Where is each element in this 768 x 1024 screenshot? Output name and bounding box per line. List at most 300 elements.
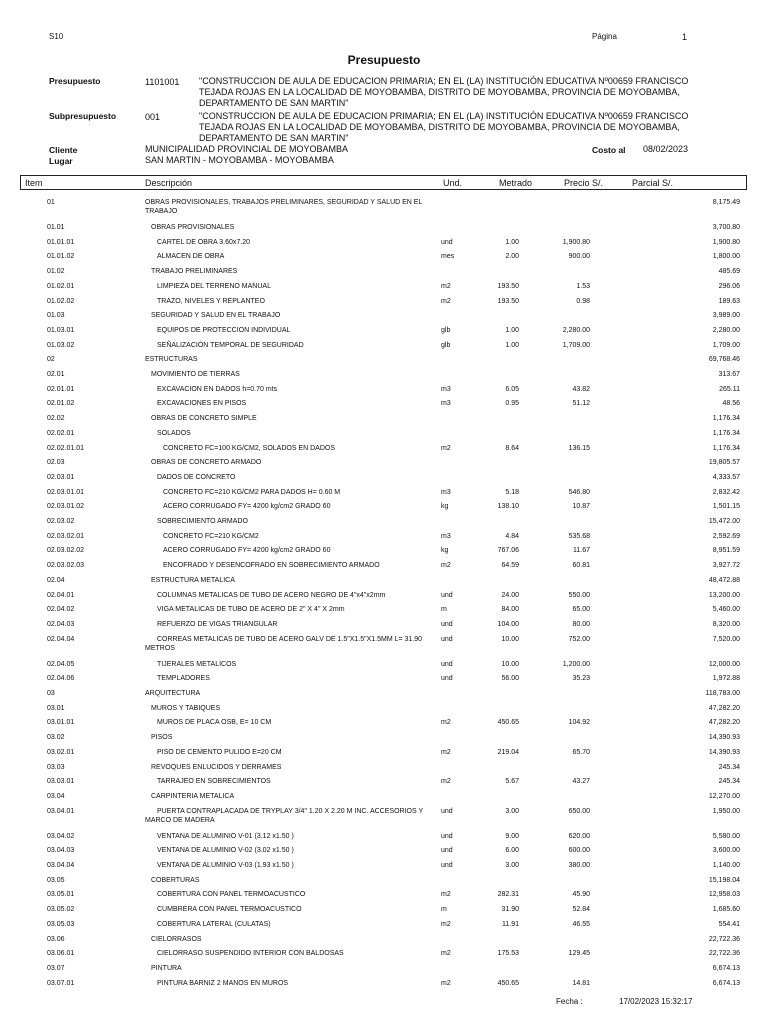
row-parcial: 14,390.93 <box>708 734 740 742</box>
row-parcial: 13,200.00 <box>708 591 740 599</box>
row-metrado: 4.84 <box>505 532 519 540</box>
table-row <box>0 385 768 394</box>
table-row <box>0 748 768 757</box>
row-description: LIMPIEZA DEL TERRENO MANUAL <box>157 282 271 290</box>
row-parcial: 1,800.00 <box>712 253 740 261</box>
row-parcial: 3,989.00 <box>712 312 740 320</box>
row-unit: m2 <box>441 891 451 899</box>
row-item-code: 02.03.01 <box>47 473 75 481</box>
row-item-code: 03.06 <box>47 935 65 943</box>
row-parcial: 12,958.03 <box>708 891 740 899</box>
table-row <box>0 777 768 786</box>
row-parcial: 48,472.88 <box>708 576 740 584</box>
row-metrado: 193.50 <box>497 282 519 290</box>
subpresupuesto-line-3: DEPARTAMENTO DE SAN MARTIN" <box>199 133 349 143</box>
row-unit: m2 <box>441 920 451 928</box>
row-description: EXCAVACION EN DADOS h=0.70 mts <box>157 385 278 393</box>
row-item-code: 01.02.02 <box>47 297 75 305</box>
row-precio: 600.00 <box>568 847 590 855</box>
row-item-code: 03.05 <box>47 876 65 884</box>
row-description: SOBRECIMIENTO ARMADO <box>157 518 248 525</box>
row-unit: glb <box>441 326 451 334</box>
row-description: VENTANA DE ALUMINIO V-01 (3.12 x1.50 ) <box>157 832 294 840</box>
row-metrado: 64.59 <box>501 562 519 570</box>
row-description: PISO DE CEMENTO PULIDO E=20 CM <box>157 748 282 756</box>
row-unit: kg <box>441 547 449 555</box>
table-row <box>0 473 768 482</box>
row-parcial: 6,674.13 <box>712 979 740 987</box>
row-parcial: 12,000.00 <box>708 660 740 668</box>
row-precio: 900.00 <box>568 253 590 261</box>
row-description: OBRAS DE CONCRETO SIMPLE <box>151 415 257 423</box>
row-item-code: 02.02.01.01 <box>47 444 84 452</box>
row-description: CARTEL DE OBRA 3.60x7.20 <box>157 238 250 246</box>
row-item-code: 01.01 <box>47 224 65 231</box>
row-description: SOLADOS <box>157 429 191 437</box>
row-precio: 11.67 <box>573 547 590 555</box>
row-precio: 43.27 <box>572 778 590 786</box>
row-unit: mes <box>441 253 455 261</box>
table-row <box>0 341 768 350</box>
doc-code: S10 <box>49 32 64 41</box>
row-parcial: 5,580.00 <box>712 832 740 840</box>
row-precio: 129.45 <box>568 950 590 958</box>
row-parcial: 8,320.00 <box>712 620 740 628</box>
row-metrado: 5.18 <box>505 488 519 496</box>
row-parcial: 3,700.80 <box>712 224 740 231</box>
table-row <box>0 546 768 555</box>
row-item-code: 02.03 <box>47 459 65 467</box>
table-row <box>0 832 768 841</box>
row-parcial: 1,501.15 <box>712 503 740 511</box>
row-item-code: 03.01 <box>47 704 65 712</box>
col-description: Descripción <box>145 178 193 188</box>
row-description: CIELORRASO SUSPENDIDO INTERIOR CON BALDOSAS <box>157 950 344 958</box>
table-row <box>0 905 768 914</box>
row-parcial: 14,390.93 <box>708 748 740 756</box>
row-parcial: 3,927.72 <box>712 562 740 570</box>
row-unit: m2 <box>441 748 451 756</box>
row-parcial: 48.56 <box>722 400 740 408</box>
row-metrado: 84.00 <box>501 606 519 614</box>
row-item-code: 03.06.01 <box>47 950 75 958</box>
row-parcial: 47,282.20 <box>708 719 740 727</box>
row-unit: m <box>441 606 447 614</box>
row-description-continued: TRABAJO <box>145 208 178 215</box>
row-item-code: 02 <box>47 356 55 364</box>
row-parcial: 1,972.88 <box>712 675 740 683</box>
row-metrado: 6.00 <box>505 847 519 855</box>
row-precio: 10.87 <box>572 503 590 511</box>
row-unit: und <box>441 847 453 855</box>
row-parcial: 22,722.36 <box>708 950 740 958</box>
row-description: CONCRETO FC=100 KG/CM2, SOLADOS EN DADOS <box>163 444 335 452</box>
row-parcial: 2,832.42 <box>712 488 740 496</box>
row-unit: m <box>441 906 447 914</box>
row-item-code: 03.05.02 <box>47 906 75 914</box>
table-row <box>0 605 768 614</box>
row-description-continued: METROS <box>145 644 175 652</box>
row-metrado: 9.00 <box>505 832 519 840</box>
table-row <box>0 591 768 600</box>
row-metrado: 1.00 <box>505 341 519 349</box>
row-unit: m3 <box>441 400 451 408</box>
row-precio: 51.12 <box>572 400 590 408</box>
row-item-code: 02.01.02 <box>47 400 75 408</box>
row-item-code: 03.04.01 <box>47 807 75 815</box>
table-row <box>0 458 768 467</box>
row-item-code: 03.04.04 <box>47 862 75 869</box>
row-metrado: 450.65 <box>497 719 519 727</box>
table-row <box>0 326 768 335</box>
row-item-code: 02.04.01 <box>47 591 75 599</box>
row-parcial: 1,685.60 <box>712 906 740 914</box>
page-number: 1 <box>682 32 688 42</box>
row-item-code: 01.02.01 <box>47 282 75 290</box>
row-item-code: 02.01 <box>47 371 65 378</box>
row-unit: und <box>441 238 453 246</box>
presupuesto-code: 1101001 <box>145 77 180 87</box>
row-parcial: 1,176.34 <box>712 429 740 437</box>
row-metrado: 767.06 <box>497 547 519 555</box>
row-precio: 14.81 <box>572 979 590 987</box>
row-item-code: 03.04.02 <box>47 832 75 840</box>
table-row <box>0 733 768 742</box>
lugar-value: SAN MARTIN - MOYOBAMBA - MOYOBAMBA <box>145 155 334 165</box>
row-parcial: 2,280.00 <box>712 326 740 334</box>
row-item-code: 02.04 <box>47 576 65 584</box>
row-description: COLUMNAS METALICAS DE TUBO DE ACERO NEGRO DE 4"x4"x2mm <box>157 591 386 599</box>
row-precio: 535.68 <box>568 532 590 540</box>
row-parcial: 1,900.80 <box>712 238 740 246</box>
row-precio: 650.00 <box>568 807 590 815</box>
row-metrado: 10.00 <box>501 660 519 668</box>
row-description: CONCRETO FC=210 KG/CM2 PARA DADOS H= 0.60 M <box>163 488 341 496</box>
row-parcial: 12,270.00 <box>708 792 740 800</box>
row-parcial: 1,709.00 <box>712 341 740 349</box>
row-metrado: 1.00 <box>505 238 519 246</box>
presupuesto-line-3: DEPARTAMENTO DE SAN MARTIN" <box>199 98 349 108</box>
row-parcial: 313.67 <box>718 371 740 378</box>
row-metrado: 450.65 <box>497 979 519 987</box>
row-description: ACERO CORRUGADO FY= 4200 kg/cm2 GRADO 60 <box>163 547 331 555</box>
row-description: ESTRUCTURAS <box>145 356 198 364</box>
table-row <box>0 704 768 713</box>
costo-label: Costo al <box>592 145 626 155</box>
row-metrado: 11.91 <box>502 920 519 928</box>
row-unit: und <box>441 635 453 643</box>
row-description: REVOQUES ENLUCIDOS Y DERRAMES <box>151 763 282 771</box>
page-label: Página <box>592 32 617 41</box>
table-row <box>0 920 768 929</box>
table-row <box>0 252 768 261</box>
col-item: Item <box>25 178 43 188</box>
row-item-code: 02.03.02.01 <box>47 532 84 540</box>
row-metrado: 31.90 <box>501 906 519 914</box>
row-item-code: 03.05.01 <box>47 891 75 899</box>
row-unit: m2 <box>441 282 451 290</box>
table-row <box>0 846 768 855</box>
table-row <box>0 876 768 885</box>
row-precio: 1,709.00 <box>562 341 590 349</box>
row-unit: m3 <box>441 532 451 540</box>
row-unit: und <box>441 620 453 628</box>
row-description-continued: MARCO DE MADERA <box>145 816 215 824</box>
row-precio: 104.92 <box>568 719 590 727</box>
row-item-code: 02.03.02.03 <box>47 562 84 570</box>
row-unit: und <box>441 675 453 683</box>
row-parcial: 15,472.00 <box>708 518 740 525</box>
table-row <box>0 429 768 438</box>
row-parcial: 1,176.34 <box>712 415 740 423</box>
table-header <box>20 175 747 190</box>
fecha-label: Fecha : <box>556 997 583 1006</box>
row-description: PINTURA BARNIZ 2 MANOS EN MUROS <box>157 979 289 987</box>
row-item-code: 02.04.02 <box>47 606 75 614</box>
row-precio: 60.81 <box>572 562 590 570</box>
col-parcial: Parcial S/. <box>632 178 674 188</box>
row-description: CORREAS METALICAS DE TUBO DE ACERO GALV DE 1.5"X1.5"X1.5MM L= 31.90 <box>157 635 423 643</box>
row-item-code: 02.02 <box>47 415 65 423</box>
table-row <box>0 399 768 408</box>
row-unit: m2 <box>441 444 451 452</box>
table-row <box>0 517 768 526</box>
row-unit: glb <box>441 341 451 349</box>
table-row <box>0 763 768 772</box>
row-metrado: 24.00 <box>501 591 519 599</box>
row-description: MOVIMIENTO DE TIERRAS <box>151 371 240 378</box>
row-item-code: 01.03 <box>47 312 65 320</box>
row-item-code: 03.03 <box>47 763 65 771</box>
row-precio: 752.00 <box>568 635 590 643</box>
subpresupuesto-label: Subpresupuesto <box>49 111 117 121</box>
row-metrado: 5.67 <box>505 778 519 786</box>
row-item-code: 03.07.01 <box>47 979 75 987</box>
costo-date: 08/02/2023 <box>643 144 689 154</box>
presupuesto-line-1: "CONSTRUCCION DE AULA DE EDUCACION PRIMARIA; EN EL (LA) INSTITUCIÓN EDUCATIVA Nº00659 FRANCISCO <box>199 76 689 86</box>
table-row <box>0 689 768 698</box>
table-row <box>0 576 768 585</box>
table-row <box>0 635 768 653</box>
row-item-code: 01.03.01 <box>47 326 75 334</box>
row-parcial: 1,176.34 <box>712 444 740 452</box>
row-description: ESTRUCTURA METALICA <box>151 576 235 584</box>
row-parcial: 4,333.57 <box>712 473 740 481</box>
row-parcial: 118,783.00 <box>705 690 740 697</box>
row-precio: 620.00 <box>568 832 590 840</box>
fecha-value: 17/02/2023 15:32:17 <box>619 997 693 1006</box>
row-description: SEGURIDAD Y SALUD EN EL TRABAJO <box>151 312 281 320</box>
subpresupuesto-line-1: "CONSTRUCCION DE AULA DE EDUCACION PRIMARIA; EN EL (LA) INSTITUCIÓN EDUCATIVA Nº00659 FRANCISCO <box>199 111 689 121</box>
table-row <box>0 223 768 232</box>
row-parcial: 1,140.00 <box>712 862 740 869</box>
presupuesto-line-2: TEJADA ROJAS EN LA LOCALIDAD DE MOYOBAMBA, DISTRITO DE MOYOBAMBA, PROVINCIA DE MOYOBAMBA, <box>199 87 680 97</box>
row-description: VENTANA DE ALUMINIO V-02 (3.02 x1.50 ) <box>157 847 294 855</box>
presupuesto-description <box>199 76 739 109</box>
row-parcial: 554.41 <box>718 920 740 928</box>
table-row <box>0 949 768 958</box>
row-metrado: 8.64 <box>505 444 519 452</box>
row-precio: 52.84 <box>572 906 590 914</box>
row-precio: 546.80 <box>568 488 590 496</box>
row-description: TARRAJEO EN SOBRECIMIENTOS <box>157 778 271 786</box>
row-description: DADOS DE CONCRETO <box>157 473 236 481</box>
row-item-code: 02.03.01.02 <box>47 503 84 511</box>
row-unit: und <box>441 832 453 840</box>
table-row <box>0 355 768 364</box>
table-row <box>0 792 768 801</box>
row-unit: m3 <box>441 385 451 393</box>
row-item-code: 02.04.03 <box>47 620 75 628</box>
presupuesto-label: Presupuesto <box>49 76 101 86</box>
row-metrado: 3.00 <box>505 807 519 815</box>
row-description: OBRAS PROVISIONALES <box>151 224 235 231</box>
row-description: CIELORRASOS <box>151 935 202 943</box>
row-parcial: 7,520.00 <box>712 635 740 643</box>
col-precio: Precio S/. <box>564 178 604 188</box>
subpresupuesto-code: 001 <box>145 112 161 122</box>
row-item-code: 02.03.02 <box>47 518 75 525</box>
row-item-code: 03.04.03 <box>47 847 75 855</box>
row-metrado: 219.04 <box>497 748 519 756</box>
table-row <box>0 561 768 570</box>
row-item-code: 03.02.01 <box>47 748 75 756</box>
row-parcial: 8,951.59 <box>712 547 740 555</box>
row-item-code: 01.03.02 <box>47 341 75 349</box>
row-precio: 136.15 <box>568 444 590 452</box>
row-parcial: 22,722.36 <box>708 935 740 943</box>
row-item-code: 02.04.05 <box>47 660 75 668</box>
row-description: COBERTURA CON PANEL TERMOACUSTICO <box>157 891 306 899</box>
row-unit: m2 <box>441 297 451 305</box>
row-description: REFUERZO DE VIGAS TRIANGULAR <box>157 620 278 628</box>
row-metrado: 282.31 <box>497 891 519 899</box>
row-description: MUROS Y TABIQUES <box>151 704 221 712</box>
row-unit: und <box>441 862 453 869</box>
table-row <box>0 488 768 497</box>
table-row <box>0 620 768 629</box>
row-unit: m2 <box>441 979 451 987</box>
row-metrado: 0.95 <box>505 400 519 408</box>
row-item-code: 03.05.03 <box>47 920 75 928</box>
table-row <box>0 890 768 899</box>
row-precio: 43.82 <box>572 385 590 393</box>
row-precio: 45.90 <box>572 891 590 899</box>
table-row <box>0 311 768 320</box>
table-row <box>0 297 768 306</box>
row-metrado: 1.00 <box>505 326 519 334</box>
row-precio: 1,200.00 <box>562 660 590 668</box>
row-item-code: 02.02.01 <box>47 429 75 437</box>
row-description: ALMACEN DE OBRA <box>157 253 225 261</box>
row-unit: kg <box>441 503 449 511</box>
row-item-code: 03 <box>47 690 55 697</box>
subpresupuesto-line-2: TEJADA ROJAS EN LA LOCALIDAD DE MOYOBAMBA, DISTRITO DE MOYOBAMBA, PROVINCIA DE MOYOBAMBA, <box>199 122 680 132</box>
table-row <box>0 660 768 669</box>
row-parcial: 6,674.13 <box>712 964 740 972</box>
col-metrado: Metrado <box>499 178 533 188</box>
row-description: CUMBRERA CON PANEL TERMOACUSTICO <box>157 906 302 914</box>
row-parcial: 296.06 <box>718 282 740 290</box>
row-parcial: 245.34 <box>718 763 740 771</box>
row-item-code: 02.01.01 <box>47 385 75 393</box>
row-parcial: 265.11 <box>719 385 740 393</box>
row-description: SEÑALIZACIÓN TEMPORAL DE SEGURIDAD <box>157 341 304 349</box>
row-precio: 35.23 <box>572 675 590 683</box>
row-item-code: 03.04 <box>47 792 65 800</box>
row-description: ACERO CORRUGADO FY= 4200 kg/cm2 GRADO 60 <box>163 503 331 511</box>
row-parcial: 69,768.46 <box>708 356 740 364</box>
row-item-code: 03.01.01 <box>47 719 75 727</box>
table-row <box>0 414 768 423</box>
row-metrado: 6.05 <box>505 385 519 393</box>
row-item-code: 02.04.04 <box>47 635 75 643</box>
row-description: CONCRETO FC=210 KG/CM2 <box>163 532 259 540</box>
table-row <box>0 718 768 727</box>
table-row <box>0 198 768 216</box>
row-precio: 2,280.00 <box>562 326 590 334</box>
row-description: TRAZO, NIVELES Y REPLANTEO <box>157 297 265 305</box>
row-precio: 65.00 <box>572 606 590 614</box>
row-description: VIGA METALICAS DE TUBO DE ACERO DE 2" X 4" X 2mm <box>157 606 345 614</box>
row-description: PUERTA CONTRAPLACADA DE TRYPLAY 3/4" 1.20 X 2.20 M INC. ACCESORIOS Y <box>157 807 424 815</box>
row-metrado: 56.00 <box>501 675 519 683</box>
row-metrado: 175.53 <box>497 950 519 958</box>
row-item-code: 01.02 <box>47 268 65 276</box>
row-unit: und <box>441 591 453 599</box>
row-item-code: 03.02 <box>47 734 65 742</box>
row-metrado: 138.10 <box>497 503 519 511</box>
row-parcial: 245.34 <box>718 778 740 786</box>
row-item-code: 01 <box>47 199 55 206</box>
col-unit: Und. <box>443 178 463 188</box>
row-description: OBRAS PROVISIONALES, TRABAJOS PRELIMINARES, SEGURIDAD Y SALUD EN EL <box>145 199 423 206</box>
row-unit: m2 <box>441 562 451 570</box>
row-item-code: 03.03.01 <box>47 778 75 786</box>
row-metrado: 2.00 <box>505 253 519 261</box>
row-precio: 46.55 <box>572 920 590 928</box>
row-description: CARPINTERIA METALICA <box>151 792 235 800</box>
cliente-value: MUNICIPALIDAD PROVINCIAL DE MOYOBAMBA <box>145 144 349 154</box>
row-unit: und <box>441 807 453 815</box>
row-description: COBERTURAS <box>151 876 200 884</box>
row-parcial: 8,175.49 <box>712 199 740 206</box>
row-metrado: 193.50 <box>497 297 519 305</box>
row-description: OBRAS DE CONCRETO ARMADO <box>151 459 262 467</box>
row-unit: m3 <box>441 488 451 496</box>
table-row <box>0 238 768 247</box>
row-description: TIJERALES METALICOS <box>157 660 237 668</box>
table-row <box>0 935 768 944</box>
row-parcial: 1,950.00 <box>712 807 740 815</box>
row-parcial: 47,282.20 <box>708 704 740 712</box>
row-unit: und <box>441 660 453 668</box>
row-precio: 65.70 <box>572 748 590 756</box>
subpresupuesto-description <box>199 111 739 144</box>
page-title: Presupuesto <box>347 53 421 67</box>
row-item-code: 02.03.01.01 <box>47 488 84 496</box>
row-parcial: 19,805.57 <box>708 459 740 467</box>
row-metrado: 104.00 <box>497 620 519 628</box>
table-row <box>0 370 768 379</box>
row-precio: 550.00 <box>568 591 590 599</box>
row-parcial: 189.63 <box>718 297 740 305</box>
row-description: ENCOFRADO Y DESENCOFRADO EN SOBRECIMIENTO ARMADO <box>163 562 380 570</box>
table-row <box>0 964 768 973</box>
table-row <box>0 861 768 870</box>
cliente-label: Cliente <box>49 145 78 155</box>
table-row <box>0 502 768 511</box>
